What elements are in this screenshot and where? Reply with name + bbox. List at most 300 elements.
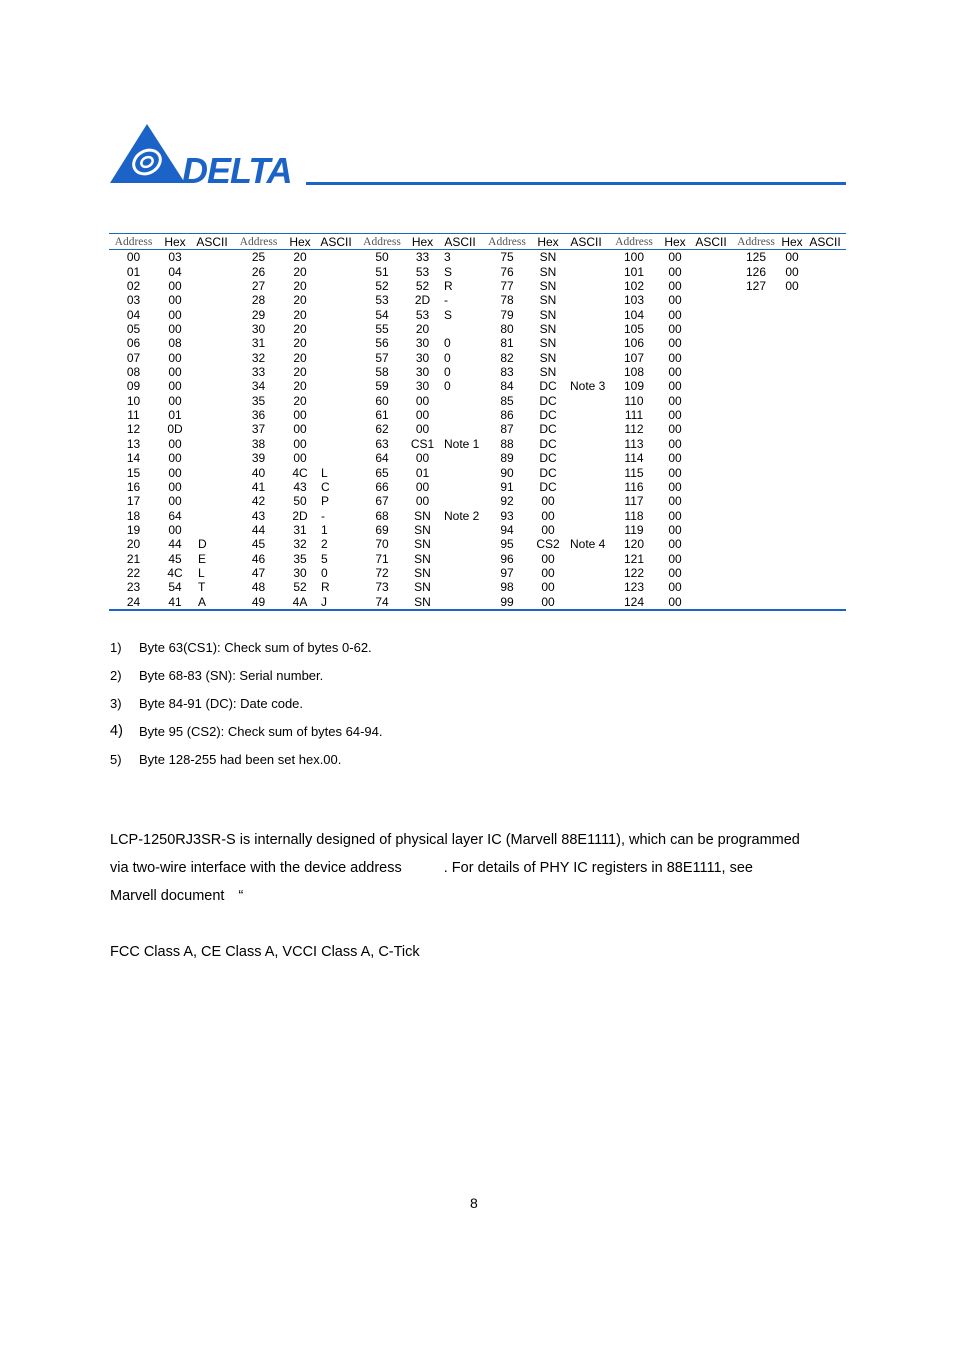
table-cell: 51 [375,264,389,279]
table-cell: D [198,537,207,552]
table-cell [804,279,846,293]
table-cell: SN [539,264,557,279]
table-cell: Note 1 [444,436,480,451]
table-cell: 01 [126,264,141,279]
table-cell: 02 [126,279,141,294]
table-cell [192,351,232,365]
table-cell [690,336,732,350]
table-cell: SN [539,322,557,337]
table-cell: 22 [126,565,141,580]
table-cell: 00 [668,422,682,437]
table-cell: 0 [444,350,451,365]
table-cell: 12 [126,422,141,437]
table-cell: 01 [168,408,182,423]
table-cell: 53 [415,264,430,279]
table-cell [564,250,608,265]
table-cell [192,365,232,379]
table-cell [732,509,780,523]
table-cell: 61 [375,408,389,423]
table-cell: 20 [293,307,307,322]
table-cell: SN [539,336,557,351]
table-cell [315,351,357,365]
table-cell [732,480,780,494]
table-row [109,351,846,365]
table-cell: 07 [126,350,141,365]
table-cell [690,523,732,537]
table-cell: 107 [623,350,645,365]
column-header: ASCII [444,235,476,249]
table-cell [192,379,232,393]
table-cell: 90 [500,465,514,480]
table-row [109,509,846,523]
table-cell: 20 [293,393,307,408]
table-cell: 0D [167,422,183,437]
table-cell [732,494,780,508]
table-row [109,336,846,350]
table-cell: 20 [293,250,307,265]
table-cell [315,279,357,293]
table-cell: 20 [293,322,307,337]
table-cell [804,308,846,322]
table-cell [192,480,232,494]
open-quote: “ [238,888,244,904]
table-cell: 45 [168,551,182,566]
table-cell [690,566,732,580]
table-cell [732,365,780,379]
table-cell [804,566,846,580]
table-cell: 126 [745,264,767,279]
table-cell: 84 [500,379,514,394]
table-cell [780,494,804,508]
table-cell: 19 [126,522,141,537]
column-header: Address [615,236,653,248]
table-cell: 20 [293,336,307,351]
table-cell: 2D [414,293,431,308]
table-cell: 00 [668,594,682,609]
table-cell [804,422,846,436]
table-cell: SN [414,522,431,537]
table-cell: - [321,508,325,523]
table-cell: 08 [168,336,182,351]
table-cell [690,437,732,451]
table-cell [690,408,732,422]
table-cell [315,394,357,408]
table-cell [804,293,846,307]
table-cell [438,422,482,436]
table-cell [780,422,804,436]
table-cell: DC [539,451,557,466]
table-cell: 89 [500,451,514,466]
table-cell: 47 [251,565,266,580]
table-row [109,408,846,422]
table-cell: R [321,580,330,595]
table-cell [315,308,357,322]
table-cell: 20 [293,293,307,308]
table-cell: 119 [624,522,644,537]
table-cell [780,437,804,451]
table-cell: P [321,494,330,509]
table-cell [438,394,482,408]
table-cell: 94 [500,522,514,537]
table-row [109,451,846,465]
table-cell [690,451,732,465]
table-cell [690,394,732,408]
table-cell: 106 [623,336,645,351]
table-cell: 00 [668,264,682,279]
table-cell: 44 [168,537,182,552]
table-cell: 30 [251,322,266,337]
table-cell [564,552,608,566]
table-cell: S [444,307,453,322]
table-cell [438,451,482,465]
table-cell: 03 [168,250,182,265]
table-cell: 43 [251,508,266,523]
table-cell: 25 [251,250,266,265]
table-cell [438,523,482,537]
table-cell: 85 [500,393,514,408]
table-cell: SN [539,250,557,265]
table-cell [690,265,732,279]
table-cell: 06 [126,336,141,351]
table-cell: 120 [623,537,645,552]
table-cell: 1 [321,522,328,537]
table-cell: 13 [126,436,141,451]
table-cell [780,480,804,494]
table-cell: 0 [444,365,451,380]
note-text: Byte 95 (CS2): Check sum of bytes 64-94. [139,724,383,739]
table-cell [690,322,732,336]
table-cell: 00 [168,479,182,494]
phy-text: . For details of PHY IC registers in 88E1111, see [443,860,753,876]
table-cell: 91 [500,479,514,494]
table-cell: Note 4 [570,537,606,552]
table-cell [564,523,608,537]
table-cell: 14 [126,451,141,466]
table-row [109,322,846,336]
table-cell [192,466,232,480]
table-cell [564,509,608,523]
table-cell: 116 [624,479,644,494]
note-number: 5) [110,752,122,767]
table-cell: 00 [785,264,799,279]
phy-paragraph-line [110,888,243,904]
table-cell: 00 [668,522,682,537]
table-cell: 20 [293,279,307,294]
table-cell [780,394,804,408]
table-cell: 30 [415,336,430,351]
table-cell: DC [539,393,557,408]
table-cell [732,537,780,551]
column-header: ASCII [809,235,841,249]
table-cell: 79 [500,307,514,322]
table-cell: 43 [293,479,307,494]
header-rule [306,182,846,185]
table-cell: 3 [444,250,451,265]
table-row [109,537,846,551]
table-cell: 125 [745,250,767,265]
table-cell: 44 [251,522,266,537]
table-cell: 112 [624,422,644,437]
table-cell: 31 [293,522,307,537]
column-header: Hex [164,235,186,249]
table-cell: 00 [668,350,682,365]
table-cell: 00 [541,580,555,595]
table-cell: 88 [500,436,514,451]
table-cell: 57 [375,350,389,365]
table-row [109,279,846,293]
table-cell: 74 [375,594,389,609]
table-cell [690,351,732,365]
table-cell [438,322,482,336]
table-cell: 96 [500,551,514,566]
table-cell: 00 [785,250,799,265]
table-cell: 27 [251,279,266,294]
table-cell: 58 [375,365,389,380]
table-cell [804,537,846,551]
note-text: Byte 84-91 (DC): Date code. [139,696,304,711]
table-cell [780,308,804,322]
table-cell: 00 [668,279,682,294]
table-cell: 104 [623,307,645,322]
table-cell: 4A [292,594,308,609]
table-cell [732,293,780,307]
table-cell [564,566,608,580]
note-text: Byte 128-255 had been set hex.00. [139,752,342,767]
table-cell: 108 [623,365,645,380]
column-header: Address [363,236,401,248]
table-cell [192,422,232,436]
table-cell: 80 [500,322,514,337]
table-cell: DC [539,465,557,480]
table-cell: 00 [785,279,799,294]
table-cell [690,422,732,436]
table-cell [192,308,232,322]
table-cell: 69 [375,522,389,537]
table-cell: 21 [126,551,141,566]
table-cell: 59 [375,379,389,394]
table-cell [192,451,232,465]
table-cell [804,394,846,408]
table-cell: 20 [415,322,430,337]
table-cell: 118 [624,508,644,523]
note-text: Byte 68-83 (SN): Serial number. [139,668,324,683]
table-cell [732,595,780,610]
table-cell: 110 [624,393,644,408]
table-cell [564,422,608,436]
table-cell: SN [414,551,431,566]
table-cell: 03 [126,293,141,308]
table-cell: 00 [668,580,682,595]
table-cell [192,494,232,508]
table-cell: 52 [375,279,389,294]
table-cell: 66 [375,479,389,494]
table-cell: SN [539,307,557,322]
table-cell [804,466,846,480]
table-cell: 24 [126,594,141,609]
table-cell [780,408,804,422]
table-cell [438,537,482,551]
table-cell [690,379,732,393]
table-cell: 00 [668,307,682,322]
table-cell: Note 3 [570,379,606,394]
table-cell: T [198,580,206,595]
table-cell [192,394,232,408]
table-cell: 64 [168,508,182,523]
table-cell: 00 [668,322,682,337]
table-cell: 00 [668,451,682,466]
table-row [109,293,846,307]
table-cell [804,580,846,594]
table-cell: 00 [168,465,182,480]
table-cell: 20 [293,264,307,279]
table-row [109,566,846,580]
table-cell: 5 [321,551,328,566]
table-cell [192,408,232,422]
table-cell [564,279,608,293]
table-cell: 00 [168,279,182,294]
table-cell: 0 [444,379,451,394]
table-cell [438,494,482,508]
table-cell [804,437,846,451]
logo-text: DELTA [182,150,292,186]
table-cell: 00 [126,250,141,265]
table-cell: 65 [375,465,389,480]
table-cell [192,279,232,293]
table-cell [315,250,357,265]
table-cell [438,480,482,494]
table-cell: SN [539,350,557,365]
column-header: Hex [411,235,434,249]
table-cell [564,365,608,379]
table-body [109,250,846,610]
table-cell: 56 [375,336,389,351]
delta-logo [110,124,302,191]
table-cell: 77 [500,279,514,294]
table-cell: 00 [668,408,682,423]
table-cell [690,494,732,508]
table-cell: 00 [668,508,682,523]
table-cell: 105 [623,322,645,337]
table-cell: 20 [293,365,307,380]
table-cell: 32 [293,537,307,552]
table-cell [564,293,608,307]
table-cell: 111 [624,408,644,423]
table-cell [780,451,804,465]
table-cell [780,379,804,393]
table-cell: 00 [668,494,682,509]
table-row [109,523,846,537]
table-cell [690,293,732,307]
table-cell [690,537,732,551]
table-cell: 54 [168,580,182,595]
table-row [109,466,846,480]
table-cell: 18 [126,508,141,523]
table-cell: 00 [541,594,555,609]
table-cell: 00 [668,565,682,580]
table-cell: 15 [126,465,141,480]
table-cell: 83 [500,365,514,380]
column-header: Hex [289,235,311,249]
phy-paragraph-line: LCP-1250RJ3SR-S is internally designed of physical layer IC (Marvell 88E1111), which can be programmed [110,832,800,848]
table-cell [804,351,846,365]
table-cell: 99 [500,594,514,609]
table-cell: 29 [251,307,266,322]
table-cell: 35 [293,551,307,566]
table-cell: 00 [293,422,307,437]
table-cell [804,250,846,265]
column-header: ASCII [570,235,602,249]
column-header: Address [114,236,153,248]
table-cell: 103 [623,293,645,308]
table-cell: 00 [541,565,555,580]
table-cell [438,466,482,480]
table-cell: 45 [251,537,266,552]
table-cell: 11 [127,408,140,423]
table-cell: 00 [668,379,682,394]
table-cell: 00 [668,250,682,265]
table-cell: 00 [168,322,182,337]
table-cell: SN [539,365,557,380]
table-cell: 00 [668,465,682,480]
table-cell: 28 [251,293,266,308]
table-cell: 09 [126,379,141,394]
table-cell: - [444,293,448,308]
table-cell: 00 [668,293,682,308]
eeprom-table [109,233,846,611]
table-cell: 00 [415,494,430,509]
table-cell: 04 [126,307,141,322]
table-cell: 53 [375,293,389,308]
table-cell: 0 [321,565,328,580]
table-cell: A [198,594,207,609]
table-cell [732,552,780,566]
table-cell [780,351,804,365]
table-cell [564,322,608,336]
table-cell: 2D [292,508,308,523]
table-cell: 100 [623,250,645,265]
table-cell [564,595,608,610]
table-cell [780,293,804,307]
table-cell: 4C [292,465,308,480]
column-header: ASCII [695,235,727,249]
table-cell [732,408,780,422]
table-cell: 2 [321,537,328,552]
table-cell [192,322,232,336]
table-header-row [109,234,846,250]
table-cell [780,552,804,566]
table-cell [804,595,846,610]
table-row [109,379,846,393]
table-cell [564,394,608,408]
table-row [109,365,846,379]
table-cell: 68 [375,508,389,523]
table-cell: SN [414,508,431,523]
table-cell [315,451,357,465]
table-cell: 73 [375,580,389,595]
table-cell [732,308,780,322]
table-cell: 62 [375,422,389,437]
table-cell: 121 [623,551,645,566]
table-cell: 00 [168,365,182,380]
phy-paragraph-line [110,860,753,876]
table-cell [690,466,732,480]
table-cell: 102 [623,279,645,294]
table-cell: 00 [541,494,555,509]
table-cell [732,580,780,594]
table-cell: 93 [500,508,514,523]
table-cell [732,394,780,408]
table-cell: 00 [168,451,182,466]
